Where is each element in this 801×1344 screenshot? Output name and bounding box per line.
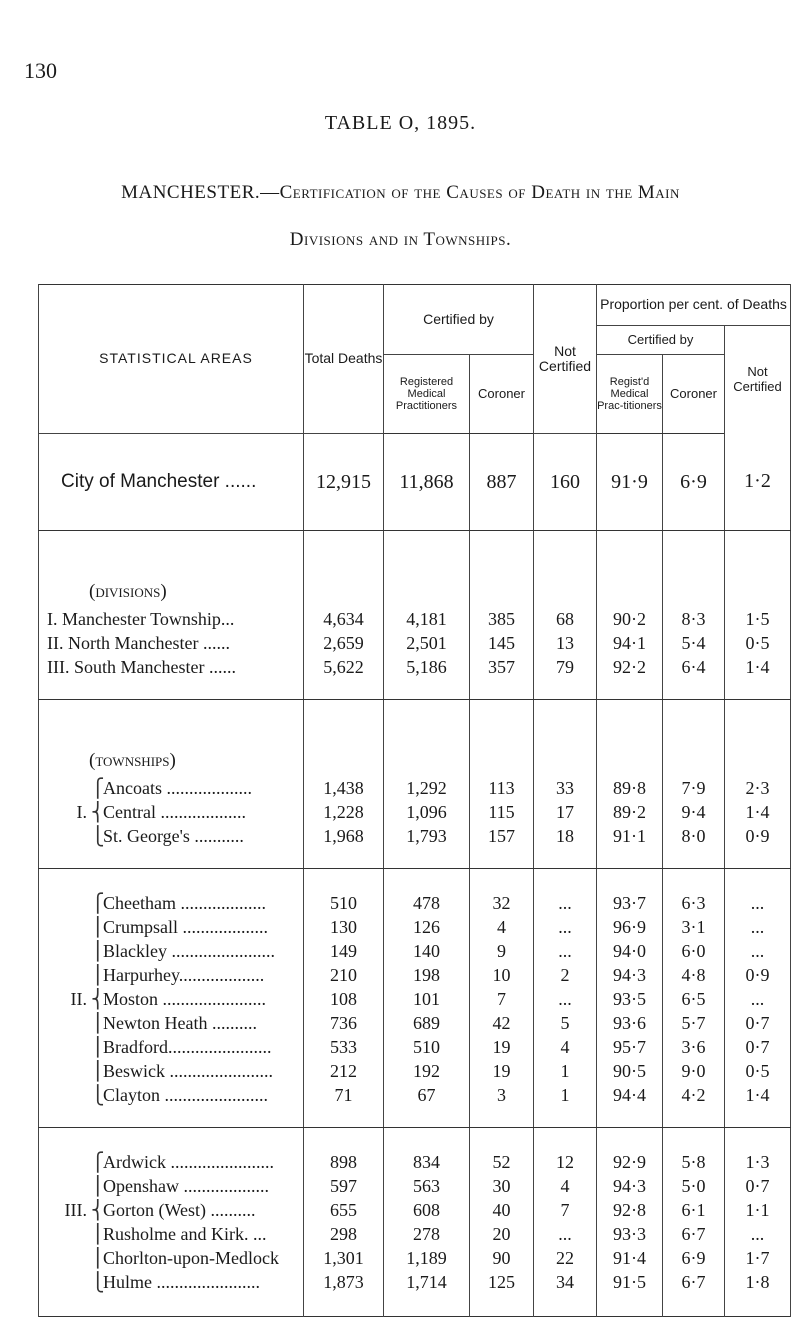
cell-prop-coroner: 7·9 xyxy=(663,776,725,800)
cell-total: 149 xyxy=(304,939,384,963)
group-numeral: II. xyxy=(70,988,87,1009)
cell-prop-registered: 91·5 xyxy=(597,1270,663,1294)
row-label: Cheetham ................... xyxy=(103,892,266,913)
cell-prop-not-certified: 0·9 xyxy=(725,824,791,848)
cell-prop-coroner: 6·3 xyxy=(663,891,725,915)
cell-prop-coroner: 6·4 xyxy=(663,655,725,679)
cell-not-certified: 4 xyxy=(534,1035,597,1059)
cell-prop-coroner: 4·2 xyxy=(663,1083,725,1107)
cell-registered: 563 xyxy=(384,1174,470,1198)
brace-mark: ⎧ xyxy=(91,777,105,798)
cell-prop-not-certified: 1·3 xyxy=(725,1150,791,1174)
cell-prop-coroner: 9·4 xyxy=(663,800,725,824)
row-label: Ardwick ....................... xyxy=(103,1151,274,1172)
cell-registered: 1,096 xyxy=(384,800,470,824)
cell-registered: 510 xyxy=(384,1035,470,1059)
cell-coroner: 145 xyxy=(470,631,534,655)
brace-mark: ⎪ xyxy=(91,1036,105,1057)
cell-coroner: 115 xyxy=(470,800,534,824)
township-group-I xyxy=(39,776,791,848)
cell-registered: 1,189 xyxy=(384,1246,470,1270)
table-row-city xyxy=(39,434,791,531)
cell-total: 736 xyxy=(304,1011,384,1035)
cell-prop-coroner: 6·0 xyxy=(663,939,725,963)
cell-prop-coroner: 6·1 xyxy=(663,1198,725,1222)
row-label: Gorton (West) .......... xyxy=(103,1199,256,1220)
group-numeral: III. xyxy=(64,1199,87,1220)
table-row xyxy=(39,1150,791,1174)
cell-total: 1,438 xyxy=(304,776,384,800)
row-label: Newton Heath .......... xyxy=(103,1012,257,1033)
cell-not-certified: 160 xyxy=(534,434,597,531)
cell-not-certified: 2 xyxy=(534,963,597,987)
row-label: Rusholme and Kirk. ... xyxy=(103,1223,267,1244)
cell-prop-not-certified: 0·7 xyxy=(725,1174,791,1198)
cell-prop-registered: 93·6 xyxy=(597,1011,663,1035)
cell-coroner: 19 xyxy=(470,1059,534,1083)
cell-total: 12,915 xyxy=(304,434,384,531)
cell-coroner: 3 xyxy=(470,1083,534,1107)
cell-prop-coroner: 8·0 xyxy=(663,824,725,848)
table-row xyxy=(39,1174,791,1198)
cell-total: 1,228 xyxy=(304,800,384,824)
cell-registered: 126 xyxy=(384,915,470,939)
cell-not-certified: ... xyxy=(534,891,597,915)
cell-prop-registered: 89·8 xyxy=(597,776,663,800)
brace-mark: ⎩ xyxy=(91,1271,105,1292)
cell-coroner: 42 xyxy=(470,1011,534,1035)
table-subtitle-line1: MANCHESTER.—Certification of the Causes of Death in the Main xyxy=(121,182,680,203)
cell-prop-not-certified: 1·5 xyxy=(725,607,791,631)
header-prop-certified-by: Certified by xyxy=(597,326,725,355)
brace-mark: ⎪ xyxy=(91,1247,105,1268)
cell-registered: 192 xyxy=(384,1059,470,1083)
cell-not-certified: ... xyxy=(534,987,597,1011)
cell-total: 898 xyxy=(304,1150,384,1174)
cell-total: 108 xyxy=(304,987,384,1011)
brace-mark: ⎪ xyxy=(91,1012,105,1033)
cell-prop-coroner: 8·3 xyxy=(663,607,725,631)
row-label: I. Manchester Township... xyxy=(39,607,304,631)
cell-prop-registered: 91·9 xyxy=(597,434,663,531)
table-row xyxy=(39,1035,791,1059)
cell-total: 510 xyxy=(304,891,384,915)
cell-prop-coroner: 9·0 xyxy=(663,1059,725,1083)
cell-coroner: 9 xyxy=(470,939,534,963)
cell-prop-not-certified: 0·7 xyxy=(725,1011,791,1035)
table-row xyxy=(39,1059,791,1083)
header-certified-by: Certified by xyxy=(384,285,534,355)
header-proportion: Proportion per cent. of Deaths xyxy=(597,285,791,326)
cell-prop-coroner: 5·4 xyxy=(663,631,725,655)
cell-prop-not-certified: 1·4 xyxy=(725,800,791,824)
cell-coroner: 4 xyxy=(470,915,534,939)
cell-coroner: 32 xyxy=(470,891,534,915)
section-title: (townships) xyxy=(39,700,304,777)
cell-coroner: 19 xyxy=(470,1035,534,1059)
cell-prop-not-certified: 0·9 xyxy=(725,963,791,987)
row-label: Harpurhey................... xyxy=(103,964,265,985)
cell-total: 1,968 xyxy=(304,824,384,848)
cell-total: 597 xyxy=(304,1174,384,1198)
cell-total: 298 xyxy=(304,1222,384,1246)
row-label: II. North Manchester ...... xyxy=(39,631,304,655)
table-subtitle-line2: Divisions and in Townships. xyxy=(289,229,512,250)
header-coroner: Coroner xyxy=(470,355,534,434)
cell-prop-not-certified: 1·4 xyxy=(725,1083,791,1107)
row-label: Openshaw ................... xyxy=(103,1175,269,1196)
cell-total: 1,873 xyxy=(304,1270,384,1294)
brace-mark: ⎧ xyxy=(91,892,105,913)
brace-mark: ⎨ xyxy=(91,1199,105,1220)
brace-mark: ⎨ xyxy=(91,801,105,822)
cell-not-certified: 18 xyxy=(534,824,597,848)
cell-not-certified: 7 xyxy=(534,1198,597,1222)
row-label: Central ................... xyxy=(103,801,246,822)
cell-prop-registered: 94·0 xyxy=(597,939,663,963)
cell-total: 2,659 xyxy=(304,631,384,655)
cell-total: 71 xyxy=(304,1083,384,1107)
cell-prop-registered: 94·1 xyxy=(597,631,663,655)
cell-prop-registered: 90·2 xyxy=(597,607,663,631)
cell-prop-not-certified: 0·5 xyxy=(725,631,791,655)
brace-mark: ⎪ xyxy=(91,1223,105,1244)
header-not-certified: Not Certified xyxy=(534,285,597,434)
cell-coroner: 157 xyxy=(470,824,534,848)
table-row xyxy=(39,607,791,631)
group-numeral: I. xyxy=(76,801,87,822)
table-row xyxy=(39,824,791,848)
brace-mark: ⎪ xyxy=(91,916,105,937)
cell-registered: 608 xyxy=(384,1198,470,1222)
brace-mark: ⎩ xyxy=(91,825,105,846)
table-row xyxy=(39,1011,791,1035)
cell-not-certified: ... xyxy=(534,939,597,963)
brace-mark: ⎪ xyxy=(91,964,105,985)
cell-coroner: 30 xyxy=(470,1174,534,1198)
cell-coroner: 10 xyxy=(470,963,534,987)
cell-prop-coroner: 5·7 xyxy=(663,1011,725,1035)
cell-total: 5,622 xyxy=(304,655,384,679)
cell-registered: 198 xyxy=(384,963,470,987)
table-row xyxy=(39,891,791,915)
cell-prop-registered: 94·3 xyxy=(597,963,663,987)
row-label: Hulme ....................... xyxy=(103,1271,260,1292)
row-label: Bradford....................... xyxy=(103,1036,272,1057)
cell-prop-coroner: 3·6 xyxy=(663,1035,725,1059)
header-prop-registered: Regist'd Medical Prac-titioners xyxy=(597,355,663,434)
table-row xyxy=(39,987,791,1011)
table-row xyxy=(39,1198,791,1222)
township-group-III xyxy=(39,1150,791,1294)
table-row xyxy=(39,1246,791,1270)
brace-mark: ⎩ xyxy=(91,1084,105,1105)
cell-not-certified: 34 xyxy=(534,1270,597,1294)
cell-coroner: 113 xyxy=(470,776,534,800)
cell-prop-not-certified: ... xyxy=(725,987,791,1011)
table-row xyxy=(39,800,791,824)
cell-prop-registered: 96·9 xyxy=(597,915,663,939)
cell-total: 4,634 xyxy=(304,607,384,631)
cell-not-certified: 13 xyxy=(534,631,597,655)
cell-not-certified: 5 xyxy=(534,1011,597,1035)
cell-registered: 67 xyxy=(384,1083,470,1107)
cell-prop-coroner: 5·8 xyxy=(663,1150,725,1174)
table-row xyxy=(39,963,791,987)
cell-not-certified: 4 xyxy=(534,1174,597,1198)
cell-coroner: 40 xyxy=(470,1198,534,1222)
cell-prop-not-certified: ... xyxy=(725,1222,791,1246)
cell-coroner: 52 xyxy=(470,1150,534,1174)
cell-registered: 101 xyxy=(384,987,470,1011)
cell-prop-coroner: 6·9 xyxy=(663,434,725,531)
cell-prop-registered: 93·7 xyxy=(597,891,663,915)
cell-not-certified: ... xyxy=(534,915,597,939)
cell-total: 1,301 xyxy=(304,1246,384,1270)
cell-prop-not-certified: 0·7 xyxy=(725,1035,791,1059)
table-row xyxy=(39,655,791,679)
row-label: City of Manchester ...... xyxy=(39,434,304,531)
header-statistical-areas: STATISTICAL AREAS xyxy=(39,285,304,434)
cell-prop-coroner: 6·7 xyxy=(663,1270,725,1294)
cell-prop-registered: 93·3 xyxy=(597,1222,663,1246)
cell-coroner: 7 xyxy=(470,987,534,1011)
cell-not-certified: ... xyxy=(534,1222,597,1246)
cell-registered: 2,501 xyxy=(384,631,470,655)
table-row xyxy=(39,1083,791,1107)
cell-prop-not-certified: ... xyxy=(725,939,791,963)
cell-not-certified: 79 xyxy=(534,655,597,679)
cell-not-certified: 17 xyxy=(534,800,597,824)
cell-prop-coroner: 6·9 xyxy=(663,1246,725,1270)
cell-prop-registered: 91·1 xyxy=(597,824,663,848)
cell-total: 655 xyxy=(304,1198,384,1222)
cell-coroner: 125 xyxy=(470,1270,534,1294)
township-group-II xyxy=(39,891,791,1107)
page-number: 130 xyxy=(24,58,57,83)
cell-prop-registered: 89·2 xyxy=(597,800,663,824)
cell-prop-registered: 91·4 xyxy=(597,1246,663,1270)
cell-not-certified: 68 xyxy=(534,607,597,631)
cell-registered: 11,868 xyxy=(384,434,470,531)
cell-registered: 1,714 xyxy=(384,1270,470,1294)
row-label: Clayton ....................... xyxy=(103,1084,268,1105)
brace-mark: ⎨ xyxy=(91,988,105,1009)
row-label: Crumpsall ................... xyxy=(103,916,268,937)
table-title: TABLE O, 1895. xyxy=(324,112,477,134)
cell-prop-not-certified: 1·1 xyxy=(725,1198,791,1222)
cell-prop-not-certified: 2·3 xyxy=(725,776,791,800)
cell-prop-not-certified: 1·7 xyxy=(725,1246,791,1270)
row-label: Ancoats ................... xyxy=(103,777,252,798)
cell-prop-not-certified: 1·2 xyxy=(725,434,791,531)
cell-prop-not-certified: 0·5 xyxy=(725,1059,791,1083)
cell-prop-coroner: 3·1 xyxy=(663,915,725,939)
cell-prop-registered: 92·9 xyxy=(597,1150,663,1174)
cell-coroner: 357 xyxy=(470,655,534,679)
cell-prop-coroner: 6·5 xyxy=(663,987,725,1011)
cell-registered: 140 xyxy=(384,939,470,963)
cell-total: 130 xyxy=(304,915,384,939)
section-heading-townships xyxy=(39,700,791,777)
cell-registered: 5,186 xyxy=(384,655,470,679)
brace-mark: ⎪ xyxy=(91,1175,105,1196)
header-total-deaths: Total Deaths xyxy=(304,285,384,434)
cell-registered: 4,181 xyxy=(384,607,470,631)
brace-mark: ⎪ xyxy=(91,1060,105,1081)
cell-prop-registered: 94·4 xyxy=(597,1083,663,1107)
row-label: III. South Manchester ...... xyxy=(39,655,304,679)
section-title: (divisions) xyxy=(39,531,304,608)
cell-prop-not-certified: 1·4 xyxy=(725,655,791,679)
cell-not-certified: 22 xyxy=(534,1246,597,1270)
cell-coroner: 385 xyxy=(470,607,534,631)
cell-coroner: 90 xyxy=(470,1246,534,1270)
row-label: Beswick ....................... xyxy=(103,1060,273,1081)
cell-prop-registered: 93·5 xyxy=(597,987,663,1011)
cell-prop-not-certified: ... xyxy=(725,915,791,939)
row-label: Chorlton-upon-Medlock xyxy=(103,1247,279,1268)
cell-prop-not-certified: ... xyxy=(725,891,791,915)
table-row xyxy=(39,1270,791,1294)
cell-total: 533 xyxy=(304,1035,384,1059)
cell-not-certified: 1 xyxy=(534,1083,597,1107)
cell-prop-coroner: 5·0 xyxy=(663,1174,725,1198)
cell-prop-registered: 92·2 xyxy=(597,655,663,679)
cell-not-certified: 33 xyxy=(534,776,597,800)
cell-total: 210 xyxy=(304,963,384,987)
cell-registered: 1,793 xyxy=(384,824,470,848)
header-prop-coroner: Coroner xyxy=(663,355,725,434)
brace-mark: ⎧ xyxy=(91,1151,105,1172)
cell-registered: 478 xyxy=(384,891,470,915)
cell-registered: 689 xyxy=(384,1011,470,1035)
header-prop-not-certified: Not Certified xyxy=(725,326,791,434)
cell-total: 212 xyxy=(304,1059,384,1083)
table-row xyxy=(39,776,791,800)
cell-coroner: 887 xyxy=(470,434,534,531)
certification-table xyxy=(38,284,791,1317)
cell-prop-registered: 95·7 xyxy=(597,1035,663,1059)
cell-not-certified: 1 xyxy=(534,1059,597,1083)
table-row xyxy=(39,915,791,939)
cell-prop-registered: 94·3 xyxy=(597,1174,663,1198)
table-row xyxy=(39,939,791,963)
table-row xyxy=(39,1222,791,1246)
cell-prop-registered: 90·5 xyxy=(597,1059,663,1083)
cell-coroner: 20 xyxy=(470,1222,534,1246)
section-heading-divisions xyxy=(39,531,791,608)
cell-prop-registered: 92·8 xyxy=(597,1198,663,1222)
table-row xyxy=(39,631,791,655)
cell-registered: 278 xyxy=(384,1222,470,1246)
header-registered-practitioners: Registered Medical Practitioners xyxy=(384,355,470,434)
row-label: St. George's ........... xyxy=(103,825,244,846)
cell-prop-coroner: 6·7 xyxy=(663,1222,725,1246)
cell-registered: 1,292 xyxy=(384,776,470,800)
cell-not-certified: 12 xyxy=(534,1150,597,1174)
brace-mark: ⎪ xyxy=(91,940,105,961)
row-label: Moston ....................... xyxy=(103,988,267,1009)
row-label: Blackley ....................... xyxy=(103,940,275,961)
cell-prop-coroner: 4·8 xyxy=(663,963,725,987)
cell-prop-not-certified: 1·8 xyxy=(725,1270,791,1294)
cell-registered: 834 xyxy=(384,1150,470,1174)
